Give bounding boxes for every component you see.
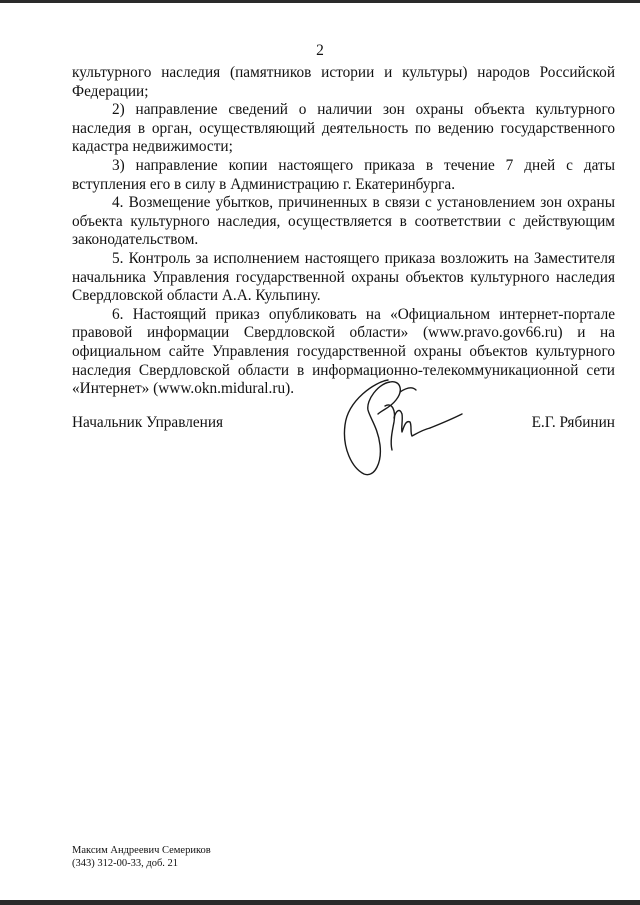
paragraph-section-5: 5. Контроль за исполнением настоящего приказа возложить на Заместителя начальника Управления государственной охраны объектов культурного наследия Свердловской области А.А. Кульпину.	[72, 249, 615, 305]
signer-name: Е.Г. Рябинин	[531, 414, 615, 431]
paragraph-continuation: культурного наследия (памятников истории и культуры) народов Российской Федерации;	[72, 64, 615, 100]
document-body	[72, 64, 615, 399]
page-number: 2	[316, 42, 324, 59]
paragraph-item-2: 2) направление сведений о наличии зон охраны объекта культурного наследия в орган, осуществляющий деятельность по ведению государственного кадастра недвижимости;	[72, 101, 615, 156]
contact-person: Максим Андреевич Семериков	[72, 845, 211, 856]
signature-row	[72, 414, 615, 434]
scan-bottom-edge	[0, 900, 640, 905]
scan-top-edge	[0, 0, 640, 3]
paragraph-item-3: 3) направление копии настоящего приказа в течение 7 дней с даты вступления его в силу в Администрацию г. Екатеринбурга.	[72, 156, 615, 193]
paragraph-section-4: 4. Возмещение убытков, причиненных в связи с установлением зон охраны объекта культурного наследия, осуществляется в соответствии с действующим законодательством.	[72, 194, 615, 249]
contact-block	[72, 844, 211, 870]
paragraph-section-6: 6. Настоящий приказ опубликовать на «Официальном интернет-портале правовой информации Свердловской области» (www.pravo.gov66.ru) и на официальном сайте Управления государственной охраны объектов культурного наследия Свердловской области в информационно-телекоммуникационной сети «Интернет» (www.okn.midural.ru).	[72, 305, 615, 398]
contact-phone: (343) 312-00-33, доб. 21	[72, 858, 179, 869]
signer-title: Начальник Управления	[72, 414, 224, 431]
